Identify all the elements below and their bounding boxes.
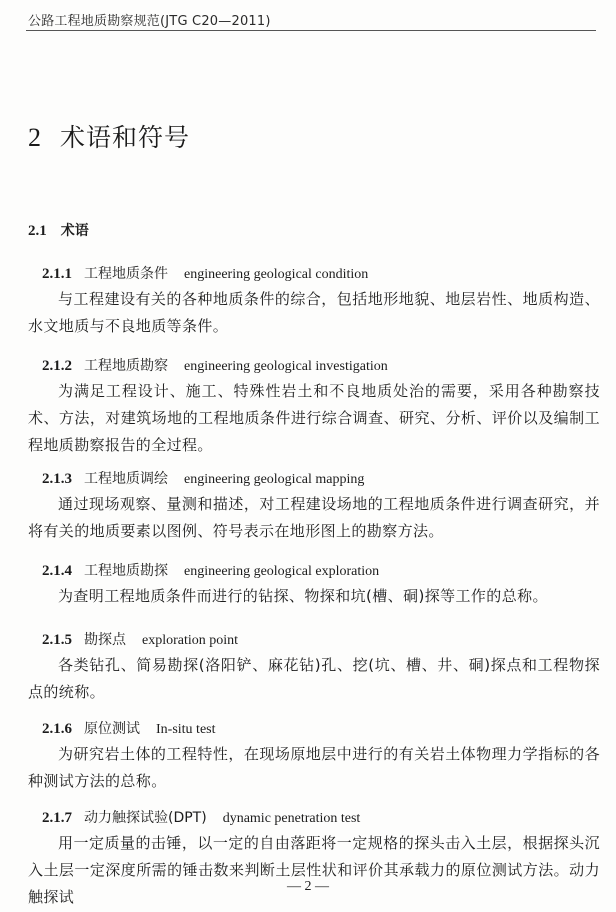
term-title-zh: 原位测试 bbox=[84, 721, 140, 737]
chapter-title bbox=[28, 118, 190, 154]
chapter-number: 2 bbox=[28, 123, 42, 152]
term-number: 2.1.7 bbox=[42, 810, 72, 826]
term-definition: 各类钻孔、简易勘探(洛阳铲、麻花钻)孔、挖(坑、槽、井、硐)探点和工程物探点的统称。 bbox=[28, 656, 600, 701]
term-heading bbox=[28, 469, 600, 490]
section-title bbox=[28, 220, 89, 240]
term-number: 2.1.3 bbox=[42, 471, 72, 487]
term-title-zh: 动力触探试验(DPT) bbox=[84, 810, 207, 826]
term-title-en: engineering geological mapping bbox=[184, 472, 365, 487]
section-number: 2.1 bbox=[28, 223, 47, 239]
term-heading bbox=[28, 356, 600, 377]
term-heading bbox=[28, 808, 600, 829]
term-entry bbox=[28, 264, 600, 340]
term-title-en: engineering geological investigation bbox=[184, 359, 388, 374]
page-number: — 2 — bbox=[287, 879, 329, 894]
chapter-title-text: 术语和符号 bbox=[60, 123, 191, 152]
term-title-zh: 工程地质勘察 bbox=[84, 358, 168, 374]
term-entry bbox=[28, 561, 600, 610]
term-entry bbox=[28, 356, 600, 459]
running-header: 公路工程地质勘察规范(JTG C20—2011) bbox=[28, 14, 271, 29]
term-number: 2.1.5 bbox=[42, 632, 72, 648]
term-heading bbox=[28, 719, 600, 740]
term-entry bbox=[28, 719, 600, 795]
term-definition: 为研究岩土体的工程特性，在现场原地层中进行的有关岩土体物理力学指标的各种测试方法的总称。 bbox=[28, 745, 600, 790]
section-title-text: 术语 bbox=[60, 223, 89, 239]
term-number: 2.1.2 bbox=[42, 358, 72, 374]
term-number: 2.1.1 bbox=[42, 266, 72, 282]
term-title-en: engineering geological condition bbox=[184, 267, 369, 282]
term-definition: 通过现场观察、量测和描述，对工程建设场地的工程地质条件进行调查研究，并将有关的地质要素以图例、符号表示在地形图上的勘察方法。 bbox=[28, 495, 600, 540]
term-number: 2.1.4 bbox=[42, 563, 72, 579]
term-title-en: engineering geological exploration bbox=[184, 564, 380, 579]
header-rule bbox=[26, 30, 596, 31]
term-title-zh: 勘探点 bbox=[84, 632, 126, 648]
term-definition: 为满足工程设计、施工、特殊性岩土和不良地质处治的需要，采用各种勘察技术、方法，对建筑场地的工程地质条件进行综合调查、研究、分析、评价以及编制工程地质勘察报告的全过程。 bbox=[28, 382, 600, 454]
term-title-en: exploration point bbox=[142, 633, 239, 648]
term-heading bbox=[28, 264, 600, 285]
term-number: 2.1.6 bbox=[42, 721, 72, 737]
term-definition: 与工程建设有关的各种地质条件的综合，包括地形地貌、地层岩性、地质构造、水文地质与不良地质等条件。 bbox=[28, 290, 600, 335]
term-title-zh: 工程地质调绘 bbox=[84, 471, 168, 487]
term-definition: 为查明工程地质条件而进行的钻探、物探和坑(槽、硐)探等工作的总称。 bbox=[58, 587, 548, 605]
term-definition: 用一定质量的击锤，以一定的自由落距将一定规格的探头击入土层，根据探头沉入土层一定深度所需的锤击数来判断土层性状和评价其承载力的原位测试方法。动力触探试 bbox=[28, 834, 600, 906]
term-title-zh: 工程地质勘探 bbox=[84, 563, 168, 579]
term-heading bbox=[28, 630, 600, 651]
term-entry bbox=[28, 630, 600, 706]
term-title-en: In-situ test bbox=[156, 722, 216, 737]
term-entry bbox=[28, 469, 600, 545]
term-title-zh: 工程地质条件 bbox=[84, 266, 168, 282]
term-heading bbox=[28, 561, 600, 582]
term-entry bbox=[28, 808, 600, 911]
term-title-en: dynamic penetration test bbox=[222, 811, 361, 826]
